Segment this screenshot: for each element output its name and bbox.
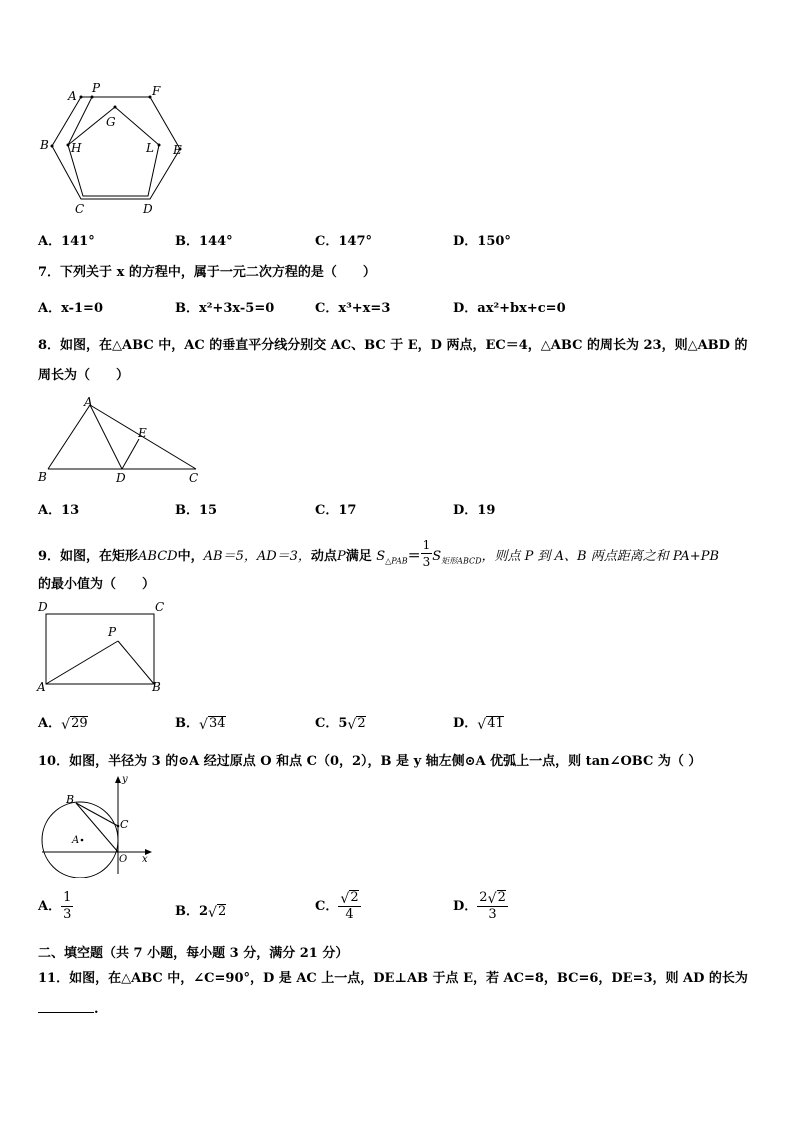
section-heading: 二、填空题（共 7 小题，每小题 3 分，满分 21 分） bbox=[38, 946, 349, 961]
label-p: P bbox=[92, 81, 101, 95]
q8-option-d[interactable]: D．19 bbox=[453, 503, 496, 518]
label-c: C bbox=[120, 818, 129, 831]
label-c: C bbox=[155, 600, 165, 614]
label-d: D bbox=[143, 202, 153, 216]
q8-option-a[interactable]: A．13 bbox=[38, 503, 80, 518]
q8-option-c[interactable]: C．17 bbox=[315, 503, 357, 518]
q9-figure bbox=[34, 598, 174, 698]
q7-option-b[interactable]: B．x²+3x-5=0 bbox=[175, 301, 275, 316]
q7-stem: 7．下列关于 x 的方程中，属于一元二次方程的是（ ） bbox=[38, 265, 376, 280]
label-d: D bbox=[116, 471, 126, 485]
label-f: F bbox=[152, 84, 161, 98]
label-a: A bbox=[68, 89, 77, 103]
q11-stem: 11．如图，在△ABC 中，∠C=90°，D 是 AC 上一点，DE⊥AB 于点 E，若 AC=8，BC=6，DE=3，则 AD 的长为 bbox=[38, 971, 748, 986]
q11-answer-blank[interactable]: . bbox=[38, 1000, 99, 1017]
q8-stem-line2: 周长为（ ） bbox=[38, 368, 130, 383]
label-c: C bbox=[75, 202, 85, 216]
q8-stem-line1: 8．如图，在△ABC 中，AC 的垂直平分线分别交 AC、BC 于 E，D 两点，EC＝4，△ABC 的周长为 23，则△ABD 的 bbox=[38, 338, 748, 353]
q8-option-b[interactable]: B．15 bbox=[175, 503, 218, 518]
circle-a bbox=[42, 802, 118, 878]
label-a: A bbox=[37, 680, 46, 694]
label-b: B bbox=[152, 680, 161, 694]
q10-option-b[interactable]: B．2 √ 2 bbox=[175, 904, 227, 921]
q6-option-b[interactable]: B．144° bbox=[175, 234, 233, 249]
q10-stem: 10．如图，半径为 3 的⊙A 经过原点 O 和点 C（0，2），B 是 y 轴左侧⊙A 优弧上一点，则 tan∠OBC 为（ ） bbox=[38, 754, 702, 769]
answer-blank[interactable] bbox=[38, 1000, 94, 1013]
q9-option-b[interactable]: B． √ 34 bbox=[175, 716, 226, 733]
q8-figure bbox=[34, 393, 210, 489]
q9-option-c[interactable]: C．5 √ 2 bbox=[315, 716, 366, 733]
label-g: G bbox=[106, 115, 116, 129]
q9-option-d[interactable]: D． √ 41 bbox=[453, 716, 504, 733]
segment-pg bbox=[68, 97, 92, 145]
label-p: P bbox=[108, 625, 117, 639]
label-e: E bbox=[173, 143, 182, 157]
label-b: B bbox=[38, 470, 47, 484]
label-c: C bbox=[189, 471, 199, 485]
q7-option-a[interactable]: A．x-1=0 bbox=[38, 301, 103, 316]
label-a: A bbox=[72, 835, 80, 846]
q9-stem-line2: 的最小值为（ ） bbox=[38, 577, 156, 592]
label-h: H bbox=[71, 141, 82, 155]
q10-figure bbox=[36, 770, 156, 878]
label-x: x bbox=[142, 854, 148, 865]
label-b: B bbox=[66, 793, 75, 806]
q9-option-a[interactable]: A． √ 29 bbox=[38, 716, 88, 733]
q6-option-d[interactable]: D．150° bbox=[453, 234, 511, 249]
label-l: L bbox=[146, 141, 154, 155]
q6-figure bbox=[30, 78, 200, 218]
label-y: y bbox=[122, 774, 128, 785]
q10-option-a[interactable]: A． $\frac{1}{3}$ bbox=[38, 890, 72, 922]
label-a: A bbox=[84, 395, 93, 409]
q6-option-a[interactable]: A．141° bbox=[38, 234, 95, 249]
label-e: E bbox=[138, 426, 147, 440]
label-d: D bbox=[38, 600, 48, 614]
q10-option-d[interactable]: D． 2 √ 2 3 bbox=[453, 890, 506, 922]
q9-stem-line1: 9．如图，在矩形ABCD中，AB＝5，AD＝3，动点P满足 $S_{\triangle PAB}=$ $\frac{1}{3}$ $S_{矩形ABCD}$，则点 P 到 A、B 两点距离之和 PA+PB bbox=[38, 538, 720, 569]
label-o: O bbox=[119, 854, 128, 865]
q10-option-c[interactable]: C． √ 2 4 bbox=[315, 890, 359, 922]
q7-option-c[interactable]: C．x³+x=3 bbox=[315, 301, 391, 316]
label-b: B bbox=[40, 138, 49, 152]
q7-option-d[interactable]: D．ax²+bx+c=0 bbox=[453, 301, 566, 316]
q6-option-c[interactable]: C．147° bbox=[315, 234, 372, 249]
